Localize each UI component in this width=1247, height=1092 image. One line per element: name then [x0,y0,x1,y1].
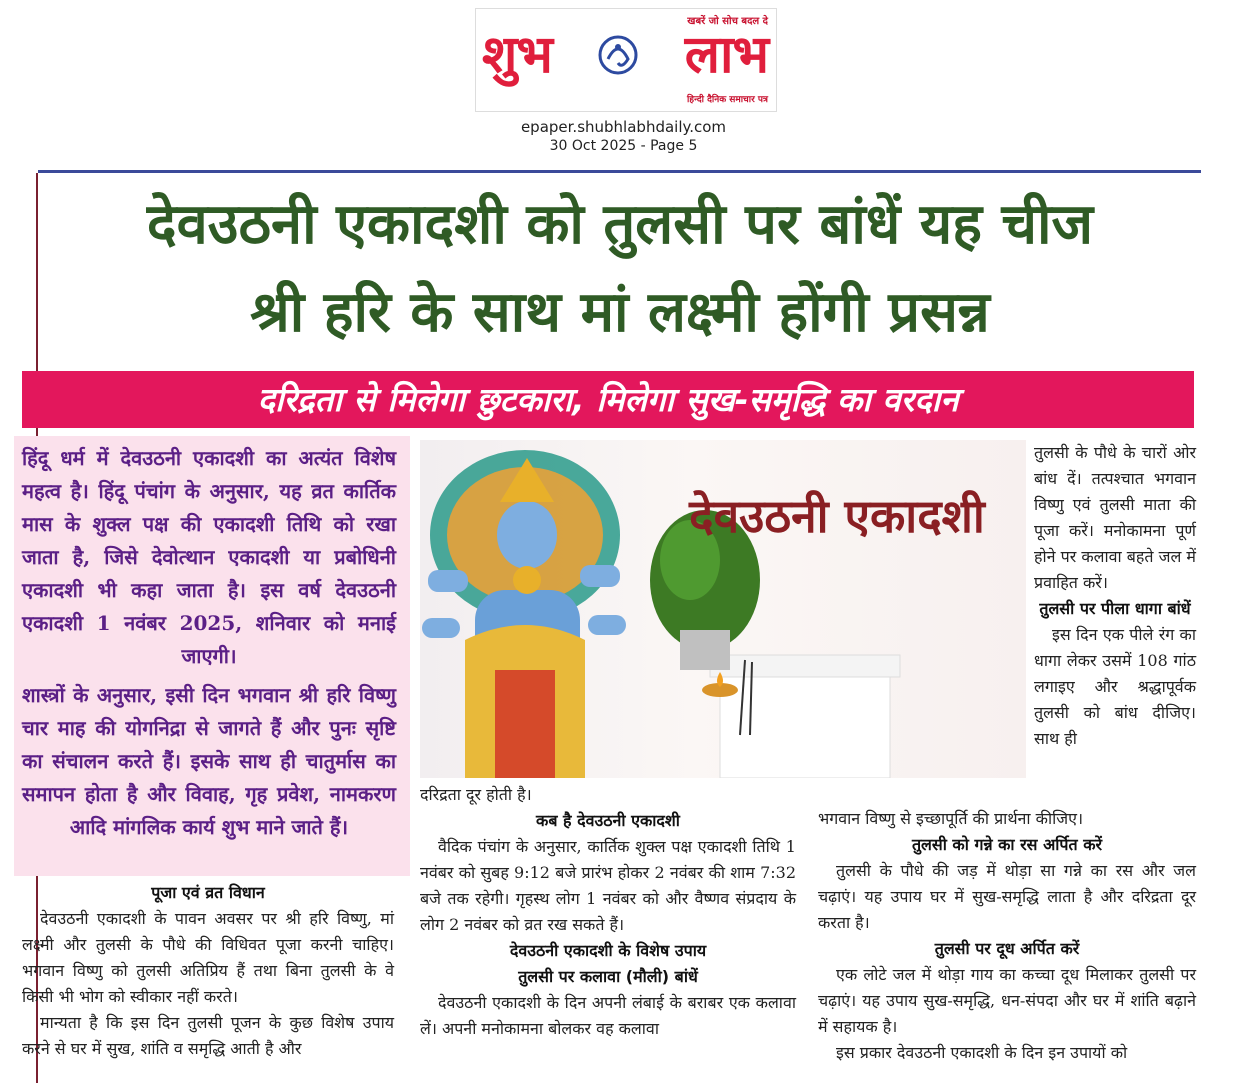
ganesha-icon [596,33,640,77]
headline-line-1: देवउठनी एकादशी को तुलसी पर बांधें यह चीज [146,192,1094,257]
bottom-right-lead: भगवान विष्णु से इच्छापूर्ति की प्रार्थना कीजिए। [818,809,1084,828]
left-paragraph-2: मान्यता है कि इस दिन तुलसी पूजन के कुछ विशेष उपाय करने से घर में सुख, शांति व समृद्धि आती है और [22,1013,394,1058]
bottom-right-column [818,806,1196,1066]
heading-kalava: तुलसी पर कलावा (मौली) बांधें [518,967,698,986]
bottom-right-paragraph-3: इस प्रकार देवउठनी एकादशी के दिन इन उपायों को [836,1043,1128,1062]
newspaper-logo [475,8,777,112]
subheadline-banner: दरिद्रता से मिलेगा छुटकारा, मिलेगा सुख-समृद्धि का वरदान [22,371,1194,428]
site-url[interactable]: epaper.shubhlabhdaily.com [520,118,727,136]
logo-word-left: शुभ [482,25,552,85]
intro-paragraph-2: शास्त्रों के अनुसार, इसी दिन भगवान श्री हरि विष्णु चार माह की योगनिद्रा से जागते हैं और पुनः सृष्टि का संचालन करते हैं। इसके साथ ही चातुर्मास का समापन होता है और विवाह, गृह प्रवेश, नामकरण आदि मांगलिक कार्य शुभ माने जाते हैं। [22,683,396,839]
bottom-right-paragraph-2: एक लोटे जल में थोड़ा गाय का कच्चा दूध मिलाकर तुलसी पर चढ़ाएं। यह उपाय सुख-समृद्धि, धन-संपदा और घर में शांति बढ़ाने में सहायक है। [818,965,1196,1036]
left-column [22,880,394,1062]
logo-subtitle: हिन्दी दैनिक समाचार पत्र [686,95,768,105]
right-column [1034,440,1196,752]
intro-paragraph-1: हिंदू धर्म में देवउठनी एकादशी का अत्यंत विशेष महत्व है। हिंदू पंचांग के अनुसार, यह व्रत कार्तिक मास के शुक्ल पक्ष की एकादशी तिथि को रखा जाता है, जिसे देवोत्थान एकादशी या प्रबोधिनी एकादशी भी कहा जाता है। इस वर्ष देवउठनी एकादशी 1 नवंबर 2025, शनिवार को मनाई जाएगी। [22,446,396,668]
headline-line-2: श्री हरि के साथ मां लक्ष्मी होंगी प्रसन्न [250,280,990,345]
heading-puja-vidhan: पूजा एवं व्रत विधान [151,883,265,902]
logo-word-right: लाभ [684,25,768,85]
mid-lead: दरिद्रता दूर होती है। [420,785,532,804]
intro-box [14,436,410,876]
logo-tagline: खबरें जो सोच बदल दे [687,16,768,27]
heading-peela-dhaga: तुलसी पर पीला धागा बांधें [1039,599,1191,618]
heading-doodh: तुलसी पर दूध अर्पित करें [934,939,1080,958]
left-paragraph-1: देवउठनी एकादशी के पावन अवसर पर श्री हरि विष्णु, मां लक्ष्मी और तुलसी के पौधे की विधिवत पूजा करनी चाहिए। भगवान विष्णु को तुलसी अतिप्रिय हैं तथा बिना तुलसी के वे किसी भी भोग को स्वीकार नहीं करते। [22,909,394,1006]
mid-paragraph-2: देवउठनी एकादशी के दिन अपनी लंबाई के बराबर एक कलावा लें। अपनी मनोकामना बोलकर वह कलावा [420,993,796,1038]
heading-vishesh-upay: देवउठनी एकादशी के विशेष उपाय [509,941,707,960]
bottom-right-paragraph-1: तुलसी के पौधे की जड़ में थोड़ा सा गन्ने का रस और जल चढ़ाएं। यह उपाय घर में सुख-समृद्धि लाता है और दरिद्रता दूर करता है। [818,861,1196,932]
middle-column [420,782,796,1042]
edition-date: 30 Oct 2025 - Page 5 [549,138,698,154]
image-caption: देवउठनी एकादशी [689,489,985,543]
heading-ganne-ka-ras: तुलसी को गन्ने का रस अर्पित करें [911,835,1103,854]
hero-image [420,440,1026,778]
mid-paragraph-1: वैदिक पंचांग के अनुसार, कार्तिक शुक्ल पक्ष एकादशी तिथि 1 नवंबर को सुबह 9:12 बजे प्रारंभ होकर 2 नवंबर की शाम 7:32 बजे तक रहेगी। गृहस्थ लोग 1 नवंबर को और वैष्णव संप्रदाय के लोग 2 नवंबर को व्रत रख सकते हैं। [420,837,796,934]
heading-kab-hai: कब है देवउठनी एकादशी [536,811,680,830]
right-paragraph-2: इस दिन एक पीले रंग का धागा लेकर उसमें 108 गांठ लगाइए और श्रद्धापूर्वक तुलसी को बांध दीजिए। साथ ही [1034,625,1196,748]
right-paragraph-1: तुलसी के पौधे के चारों ओर बांध दें। तत्पश्चात भगवान विष्णु एवं तुलसी माता की पूजा करें। मनोकामना पूर्ण होने पर कलावा बहते जल में प्रवाहित करें। [1034,443,1196,592]
